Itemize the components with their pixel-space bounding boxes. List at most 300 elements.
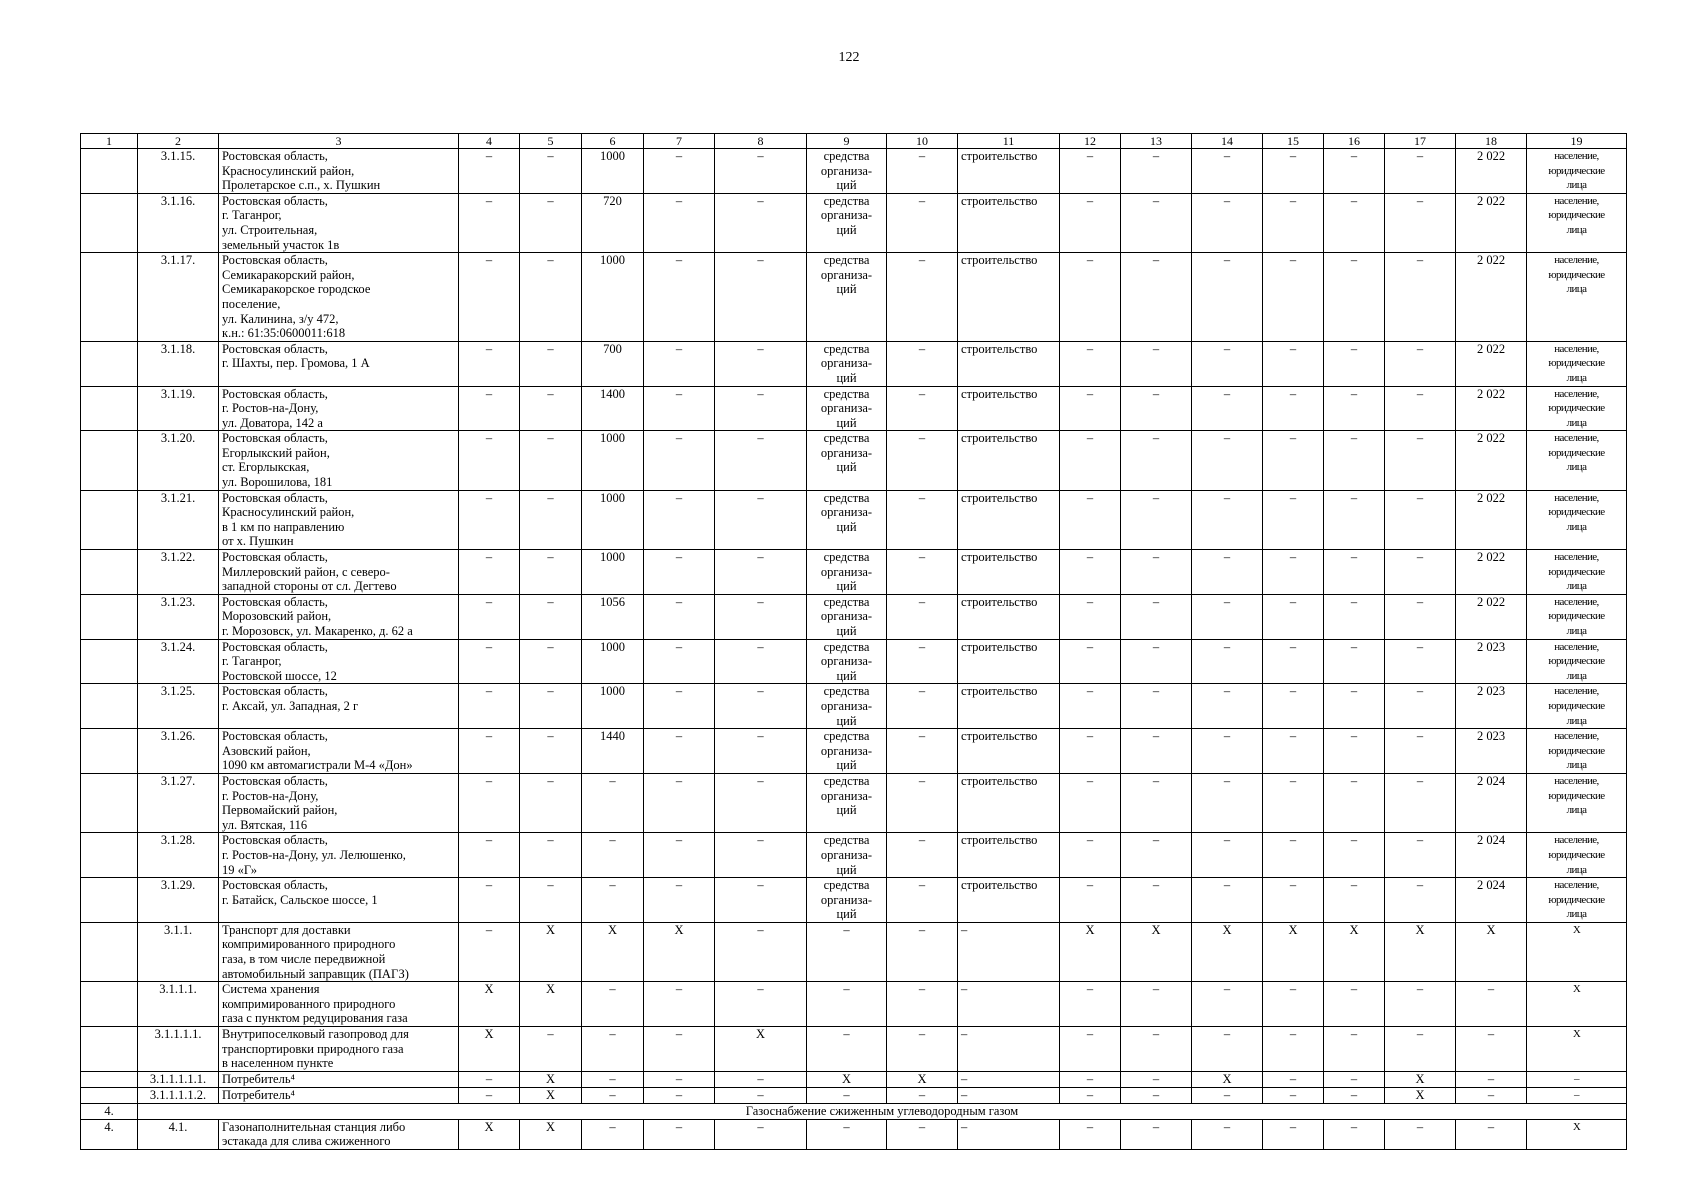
cell-col-6: 1400: [582, 386, 644, 431]
cell-col-15: –: [1263, 386, 1324, 431]
cell-col-10: –: [887, 550, 958, 595]
cell-col-15: –: [1263, 1087, 1324, 1103]
cell-col-15: –: [1263, 639, 1324, 684]
cell-col-12: –: [1060, 193, 1121, 252]
cell-col-9: средства организа- ций: [807, 684, 887, 729]
cell-col-8: –: [715, 1071, 807, 1087]
cell-col-1: 4.: [81, 1119, 138, 1149]
cell-col-8: –: [715, 594, 807, 639]
cell-col-18: 2 022: [1456, 490, 1527, 549]
cell-col-1: [81, 594, 138, 639]
cell-col-1: [81, 341, 138, 386]
cell-col-16: –: [1324, 386, 1385, 431]
cell-col-16: –: [1324, 1087, 1385, 1103]
cell-col-7: –: [644, 550, 715, 595]
cell-col-2: 3.1.18.: [138, 341, 219, 386]
cell-col-4: –: [459, 431, 520, 490]
cell-col-17: –: [1385, 594, 1456, 639]
cell-col-13: –: [1121, 639, 1192, 684]
cell-col-6: 1056: [582, 594, 644, 639]
cell-col-9: –: [807, 1087, 887, 1103]
cell-col-7: –: [644, 773, 715, 832]
cell-col-13: –: [1121, 833, 1192, 878]
cell-col-10: –: [887, 149, 958, 194]
cell-col-19: население, юридические лица: [1527, 193, 1627, 252]
cell-col-5: –: [520, 149, 582, 194]
cell-col-7: –: [644, 386, 715, 431]
section-number: 4.: [81, 1103, 138, 1119]
cell-col-15: –: [1263, 729, 1324, 774]
cell-col-10: –: [887, 982, 958, 1027]
cell-col-14: –: [1192, 1087, 1263, 1103]
cell-col-16: –: [1324, 773, 1385, 832]
cell-col-9: средства организа- ций: [807, 431, 887, 490]
cell-col-15: Х: [1263, 922, 1324, 981]
cell-col-1: [81, 149, 138, 194]
cell-col-10: –: [887, 1119, 958, 1149]
cell-col-2: 3.1.26.: [138, 729, 219, 774]
cell-col-9: средства организа- ций: [807, 594, 887, 639]
cell-col-12: –: [1060, 1087, 1121, 1103]
table-row: [81, 341, 1627, 386]
cell-col-7: –: [644, 490, 715, 549]
cell-col-18: 2 022: [1456, 193, 1527, 252]
cell-col-17: Х: [1385, 1087, 1456, 1103]
section-row: [81, 1103, 1627, 1119]
cell-col-4: –: [459, 550, 520, 595]
cell-col-12: –: [1060, 386, 1121, 431]
cell-col-4: –: [459, 386, 520, 431]
cell-col-3: Ростовская область, Морозовский район, г. Морозовск, ул. Макаренко, д. 62 а: [219, 594, 459, 639]
cell-col-2: 3.1.15.: [138, 149, 219, 194]
cell-col-10: –: [887, 386, 958, 431]
cell-col-6: 1000: [582, 431, 644, 490]
cell-col-17: –: [1385, 341, 1456, 386]
cell-col-6: 1440: [582, 729, 644, 774]
cell-col-18: 2 024: [1456, 833, 1527, 878]
cell-col-9: –: [807, 982, 887, 1027]
cell-col-19: население, юридические лица: [1527, 639, 1627, 684]
cell-col-17: –: [1385, 253, 1456, 342]
cell-col-2: 3.1.1.1.1.: [138, 1027, 219, 1072]
cell-col-15: –: [1263, 490, 1324, 549]
cell-col-15: –: [1263, 431, 1324, 490]
cell-col-13: –: [1121, 878, 1192, 923]
cell-col-13: –: [1121, 550, 1192, 595]
cell-col-3: Ростовская область, г. Шахты, пер. Громова, 1 А: [219, 341, 459, 386]
cell-col-7: –: [644, 341, 715, 386]
column-number-row: [81, 134, 1627, 149]
cell-col-10: –: [887, 639, 958, 684]
cell-col-11: строительство: [958, 833, 1060, 878]
cell-col-3: Транспорт для доставки компримированного природного газа, в том числе передвижной автомобильный заправщик (ПАГЗ): [219, 922, 459, 981]
cell-col-12: –: [1060, 833, 1121, 878]
cell-col-3: Ростовская область, г. Аксай, ул. Западная, 2 г: [219, 684, 459, 729]
cell-col-3: Внутрипоселковый газопровод для транспортировки природного газа в населенном пункте: [219, 1027, 459, 1072]
cell-col-3: Система хранения компримированного природного газа с пунктом редуцирования газа: [219, 982, 459, 1027]
column-header-11: 11: [958, 134, 1060, 149]
cell-col-1: [81, 982, 138, 1027]
cell-col-11: строительство: [958, 594, 1060, 639]
cell-col-1: [81, 386, 138, 431]
cell-col-3: Ростовская область, г. Таганрог, ул. Строительная, земельный участок 1в: [219, 193, 459, 252]
cell-col-14: –: [1192, 490, 1263, 549]
cell-col-5: –: [520, 729, 582, 774]
cell-col-18: 2 023: [1456, 639, 1527, 684]
cell-col-5: –: [520, 773, 582, 832]
cell-col-11: –: [958, 1119, 1060, 1149]
cell-col-8: –: [715, 193, 807, 252]
table-row: [81, 729, 1627, 774]
cell-col-13: –: [1121, 1119, 1192, 1149]
cell-col-16: –: [1324, 1027, 1385, 1072]
cell-col-8: –: [715, 833, 807, 878]
cell-col-10: –: [887, 878, 958, 923]
cell-col-12: –: [1060, 982, 1121, 1027]
cell-col-2: 3.1.25.: [138, 684, 219, 729]
cell-col-16: –: [1324, 982, 1385, 1027]
cell-col-1: [81, 1087, 138, 1103]
cell-col-3: Ростовская область, Азовский район, 1090 км автомагистрали М-4 «Дон»: [219, 729, 459, 774]
cell-col-11: строительство: [958, 878, 1060, 923]
cell-col-14: –: [1192, 982, 1263, 1027]
cell-col-5: Х: [520, 1087, 582, 1103]
cell-col-3: Ростовская область, Красносулинский район, Пролетарское с.п., х. Пушкин: [219, 149, 459, 194]
column-header-5: 5: [520, 134, 582, 149]
cell-col-14: –: [1192, 149, 1263, 194]
column-header-12: 12: [1060, 134, 1121, 149]
table-row: [81, 149, 1627, 194]
cell-col-15: –: [1263, 253, 1324, 342]
cell-col-2: 3.1.19.: [138, 386, 219, 431]
cell-col-2: 3.1.1.1.: [138, 982, 219, 1027]
cell-col-8: –: [715, 982, 807, 1027]
page-number: 122: [838, 50, 860, 65]
cell-col-5: –: [520, 594, 582, 639]
table-row: [81, 922, 1627, 981]
cell-col-9: –: [807, 1027, 887, 1072]
cell-col-14: –: [1192, 1119, 1263, 1149]
cell-col-12: –: [1060, 594, 1121, 639]
cell-col-4: –: [459, 833, 520, 878]
cell-col-9: средства организа- ций: [807, 341, 887, 386]
cell-col-19: население, юридические лица: [1527, 253, 1627, 342]
cell-col-4: –: [459, 639, 520, 684]
cell-col-15: –: [1263, 1027, 1324, 1072]
cell-col-9: средства организа- ций: [807, 639, 887, 684]
cell-col-17: –: [1385, 386, 1456, 431]
cell-col-13: –: [1121, 684, 1192, 729]
cell-col-7: –: [644, 982, 715, 1027]
cell-col-4: –: [459, 253, 520, 342]
cell-col-2: 3.1.22.: [138, 550, 219, 595]
cell-col-4: –: [459, 341, 520, 386]
cell-col-16: –: [1324, 550, 1385, 595]
cell-col-9: средства организа- ций: [807, 386, 887, 431]
cell-col-16: –: [1324, 833, 1385, 878]
cell-col-8: –: [715, 431, 807, 490]
cell-col-10: –: [887, 729, 958, 774]
cell-col-16: –: [1324, 193, 1385, 252]
cell-col-2: 3.1.21.: [138, 490, 219, 549]
cell-col-4: –: [459, 773, 520, 832]
cell-col-16: –: [1324, 1119, 1385, 1149]
cell-col-11: строительство: [958, 341, 1060, 386]
cell-col-19: население, юридические лица: [1527, 684, 1627, 729]
cell-col-14: –: [1192, 386, 1263, 431]
cell-col-4: –: [459, 1087, 520, 1103]
table-row: [81, 431, 1627, 490]
cell-col-13: –: [1121, 729, 1192, 774]
cell-col-9: средства организа- ций: [807, 550, 887, 595]
cell-col-10: –: [887, 1027, 958, 1072]
cell-col-19: население, юридические лица: [1527, 149, 1627, 194]
cell-col-8: –: [715, 729, 807, 774]
cell-col-10: –: [887, 922, 958, 981]
cell-col-7: Х: [644, 922, 715, 981]
cell-col-1: [81, 1071, 138, 1087]
cell-col-13: –: [1121, 1027, 1192, 1072]
cell-col-7: –: [644, 684, 715, 729]
cell-col-16: Х: [1324, 922, 1385, 981]
cell-col-6: 1000: [582, 253, 644, 342]
cell-col-19: население, юридические лица: [1527, 773, 1627, 832]
cell-col-12: –: [1060, 729, 1121, 774]
cell-col-17: –: [1385, 1027, 1456, 1072]
cell-col-16: –: [1324, 639, 1385, 684]
cell-col-19: население, юридические лица: [1527, 490, 1627, 549]
cell-col-7: –: [644, 729, 715, 774]
cell-col-18: 2 023: [1456, 684, 1527, 729]
cell-col-14: –: [1192, 431, 1263, 490]
column-header-19: 19: [1527, 134, 1627, 149]
column-header-7: 7: [644, 134, 715, 149]
table-row: [81, 833, 1627, 878]
cell-col-3: Потребитель⁴: [219, 1087, 459, 1103]
cell-col-11: строительство: [958, 773, 1060, 832]
cell-col-13: –: [1121, 594, 1192, 639]
cell-col-6: 720: [582, 193, 644, 252]
cell-col-15: –: [1263, 594, 1324, 639]
cell-col-15: –: [1263, 982, 1324, 1027]
table-row: [81, 1071, 1627, 1087]
cell-col-2: 3.1.16.: [138, 193, 219, 252]
cell-col-4: –: [459, 684, 520, 729]
cell-col-18: –: [1456, 1119, 1527, 1149]
cell-col-4: –: [459, 594, 520, 639]
table-body: [81, 134, 1627, 1150]
cell-col-6: –: [582, 833, 644, 878]
cell-col-10: –: [887, 833, 958, 878]
table-row: [81, 1027, 1627, 1072]
cell-col-7: –: [644, 1087, 715, 1103]
cell-col-9: средства организа- ций: [807, 253, 887, 342]
cell-col-14: Х: [1192, 1071, 1263, 1087]
cell-col-18: –: [1456, 1027, 1527, 1072]
cell-col-14: –: [1192, 729, 1263, 774]
cell-col-16: –: [1324, 341, 1385, 386]
cell-col-4: –: [459, 193, 520, 252]
cell-col-8: –: [715, 878, 807, 923]
cell-col-10: –: [887, 773, 958, 832]
cell-col-2: 3.1.28.: [138, 833, 219, 878]
cell-col-4: –: [459, 729, 520, 774]
cell-col-19: население, юридические лица: [1527, 729, 1627, 774]
cell-col-17: –: [1385, 550, 1456, 595]
cell-col-12: –: [1060, 431, 1121, 490]
cell-col-6: –: [582, 1119, 644, 1149]
cell-col-14: –: [1192, 341, 1263, 386]
cell-col-1: [81, 550, 138, 595]
cell-col-16: –: [1324, 878, 1385, 923]
cell-col-18: 2 022: [1456, 149, 1527, 194]
column-header-9: 9: [807, 134, 887, 149]
cell-col-9: средства организа- ций: [807, 878, 887, 923]
cell-col-18: 2 022: [1456, 386, 1527, 431]
cell-col-11: строительство: [958, 253, 1060, 342]
cell-col-19: население, юридические лица: [1527, 594, 1627, 639]
cell-col-16: –: [1324, 1071, 1385, 1087]
cell-col-16: –: [1324, 594, 1385, 639]
cell-col-17: –: [1385, 982, 1456, 1027]
cell-col-12: Х: [1060, 922, 1121, 981]
cell-col-18: –: [1456, 1087, 1527, 1103]
cell-col-6: –: [582, 1027, 644, 1072]
cell-col-6: 1000: [582, 550, 644, 595]
cell-col-6: 1000: [582, 639, 644, 684]
cell-col-6: –: [582, 982, 644, 1027]
cell-col-10: –: [887, 431, 958, 490]
cell-col-4: –: [459, 878, 520, 923]
cell-col-17: –: [1385, 684, 1456, 729]
cell-col-17: –: [1385, 833, 1456, 878]
cell-col-17: –: [1385, 773, 1456, 832]
cell-col-2: 4.1.: [138, 1119, 219, 1149]
cell-col-5: –: [520, 386, 582, 431]
cell-col-13: –: [1121, 253, 1192, 342]
cell-col-15: –: [1263, 193, 1324, 252]
cell-col-19: –: [1527, 1087, 1627, 1103]
cell-col-15: –: [1263, 149, 1324, 194]
cell-col-11: строительство: [958, 193, 1060, 252]
cell-col-1: [81, 490, 138, 549]
table-row: [81, 773, 1627, 832]
cell-col-16: –: [1324, 684, 1385, 729]
cell-col-17: –: [1385, 490, 1456, 549]
cell-col-12: –: [1060, 341, 1121, 386]
cell-col-11: строительство: [958, 431, 1060, 490]
cell-col-5: –: [520, 490, 582, 549]
cell-col-18: 2 022: [1456, 253, 1527, 342]
cell-col-19: Х: [1527, 922, 1627, 981]
cell-col-11: –: [958, 982, 1060, 1027]
cell-col-9: средства организа- ций: [807, 833, 887, 878]
cell-col-9: средства организа- ций: [807, 729, 887, 774]
cell-col-12: –: [1060, 550, 1121, 595]
cell-col-16: –: [1324, 729, 1385, 774]
cell-col-6: –: [582, 878, 644, 923]
cell-col-1: [81, 684, 138, 729]
cell-col-17: –: [1385, 639, 1456, 684]
table-row: [81, 1087, 1627, 1103]
cell-col-15: –: [1263, 341, 1324, 386]
cell-col-18: 2 022: [1456, 550, 1527, 595]
cell-col-10: Х: [887, 1071, 958, 1087]
cell-col-11: строительство: [958, 550, 1060, 595]
cell-col-15: –: [1263, 550, 1324, 595]
cell-col-4: Х: [459, 1027, 520, 1072]
cell-col-18: 2 022: [1456, 341, 1527, 386]
cell-col-12: –: [1060, 878, 1121, 923]
cell-col-6: Х: [582, 922, 644, 981]
table-row: [81, 1119, 1627, 1149]
cell-col-2: 3.1.20.: [138, 431, 219, 490]
cell-col-5: Х: [520, 982, 582, 1027]
cell-col-2: 3.1.29.: [138, 878, 219, 923]
cell-col-15: –: [1263, 1119, 1324, 1149]
cell-col-8: –: [715, 684, 807, 729]
cell-col-18: 2 024: [1456, 878, 1527, 923]
cell-col-13: –: [1121, 1071, 1192, 1087]
cell-col-2: 3.1.1.1.1.2.: [138, 1087, 219, 1103]
cell-col-12: –: [1060, 773, 1121, 832]
cell-col-3: Ростовская область, г. Таганрог, Ростовской шоссе, 12: [219, 639, 459, 684]
cell-col-19: Х: [1527, 1027, 1627, 1072]
cell-col-4: Х: [459, 982, 520, 1027]
cell-col-5: –: [520, 341, 582, 386]
cell-col-9: средства организа- ций: [807, 773, 887, 832]
cell-col-9: Х: [807, 1071, 887, 1087]
cell-col-13: –: [1121, 1087, 1192, 1103]
cell-col-16: –: [1324, 431, 1385, 490]
cell-col-2: 3.1.17.: [138, 253, 219, 342]
column-header-4: 4: [459, 134, 520, 149]
cell-col-12: –: [1060, 253, 1121, 342]
column-header-1: 1: [81, 134, 138, 149]
cell-col-10: –: [887, 341, 958, 386]
cell-col-1: [81, 639, 138, 684]
cell-col-16: –: [1324, 253, 1385, 342]
cell-col-16: –: [1324, 490, 1385, 549]
cell-col-7: –: [644, 594, 715, 639]
section-title: Газоснабжение сжиженным углеводородным газом: [138, 1103, 1627, 1119]
cell-col-14: –: [1192, 878, 1263, 923]
cell-col-5: –: [520, 639, 582, 684]
column-header-14: 14: [1192, 134, 1263, 149]
cell-col-18: –: [1456, 982, 1527, 1027]
cell-col-6: 700: [582, 341, 644, 386]
table-row: [81, 594, 1627, 639]
cell-col-5: –: [520, 431, 582, 490]
column-header-6: 6: [582, 134, 644, 149]
cell-col-1: [81, 833, 138, 878]
cell-col-11: строительство: [958, 729, 1060, 774]
cell-col-18: Х: [1456, 922, 1527, 981]
cell-col-8: –: [715, 386, 807, 431]
cell-col-6: –: [582, 1087, 644, 1103]
cell-col-7: –: [644, 1027, 715, 1072]
cell-col-8: –: [715, 253, 807, 342]
cell-col-6: –: [582, 773, 644, 832]
cell-col-11: –: [958, 1027, 1060, 1072]
cell-col-5: Х: [520, 1071, 582, 1087]
cell-col-8: –: [715, 490, 807, 549]
table-row: [81, 639, 1627, 684]
cell-col-7: –: [644, 253, 715, 342]
cell-col-19: население, юридические лица: [1527, 386, 1627, 431]
cell-col-7: –: [644, 431, 715, 490]
cell-col-11: –: [958, 1087, 1060, 1103]
